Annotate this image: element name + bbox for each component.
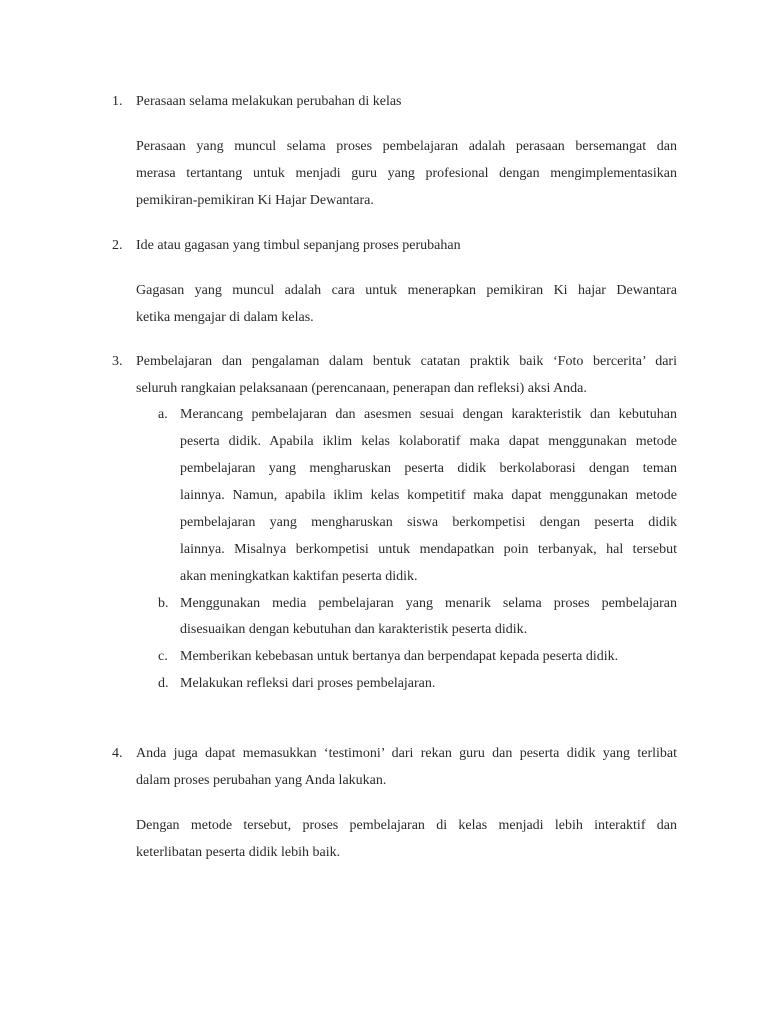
subitem-line: Memberikan kebebasan untuk bertanya dan berpendapat kepada peserta didik. — [180, 649, 619, 664]
item-number: 2. — [112, 238, 123, 253]
subitem-line: lainnya. Misalnya berkompetisi untuk mendapatkan poin terbanyak, hal tersebut — [180, 542, 677, 557]
paragraph-line: keterlibatan peserta didik lebih baik. — [136, 845, 341, 860]
subitem-line: lainnya. Namun, apabila iklim kelas kompetitif maka dapat menggunakan metode — [180, 488, 677, 503]
paragraph-line: ketika mengajar di dalam kelas. — [136, 310, 314, 325]
subitem-line: Melakukan refleksi dari proses pembelajaran. — [180, 676, 436, 691]
subitem-line: Merancang pembelajaran dan asesmen sesuai dengan karakteristik dan kebutuhan — [180, 407, 677, 422]
item-heading: Perasaan selama melakukan perubahan di kelas — [136, 94, 402, 109]
subitem-line: pembelajaran yang mengharuskan peserta didik berkolaborasi dengan teman — [180, 461, 677, 476]
item-number: 3. — [112, 354, 123, 369]
subitem-line: Menggunakan media pembelajaran yang menarik selama proses pembelajaran — [180, 596, 677, 611]
item-heading: Anda juga dapat memasukkan ‘testimoni’ dari rekan guru dan peserta didik yang terlibat — [136, 746, 677, 761]
subitem-letter: c. — [158, 649, 168, 664]
subitem-line: akan meningkatkan kaktifan peserta didik. — [180, 569, 418, 584]
subitem-line: peserta didik. Apabila iklim kelas kolaboratif maka dapat menggunakan metode — [180, 434, 677, 449]
subitem-line: disesuaikan dengan kebutuhan dan karakteristik peserta didik. — [180, 622, 528, 637]
item-number: 1. — [112, 94, 123, 109]
paragraph-line: Gagasan yang muncul adalah cara untuk menerapkan pemikiran Ki hajar Dewantara — [136, 283, 677, 298]
paragraph-line: merasa tertantang untuk menjadi guru yang profesional dengan mengimplementasikan — [136, 166, 677, 181]
item-heading: Ide atau gagasan yang timbul sepanjang proses perubahan — [136, 238, 461, 253]
item-heading: seluruh rangkaian pelaksanaan (perencanaan, penerapan dan refleksi) aksi Anda. — [136, 381, 587, 396]
paragraph-line: pemikiran-pemikiran Ki Hajar Dewantara. — [136, 193, 374, 208]
paragraph-line: Perasaan yang muncul selama proses pembelajaran adalah perasaan bersemangat dan — [136, 139, 677, 154]
item-heading: dalam proses perubahan yang Anda lakukan. — [136, 773, 387, 788]
subitem-letter: d. — [158, 676, 169, 691]
subitem-letter: b. — [158, 596, 169, 611]
item-heading: Pembelajaran dan pengalaman dalam bentuk catatan praktik baik ‘Foto bercerita’ dari — [136, 354, 677, 369]
subitem-letter: a. — [158, 407, 168, 422]
item-number: 4. — [112, 746, 123, 761]
paragraph-line: Dengan metode tersebut, proses pembelajaran di kelas menjadi lebih interaktif dan — [136, 818, 677, 833]
subitem-line: pembelajaran yang mengharuskan siswa berkompetisi dengan peserta didik — [180, 515, 677, 530]
